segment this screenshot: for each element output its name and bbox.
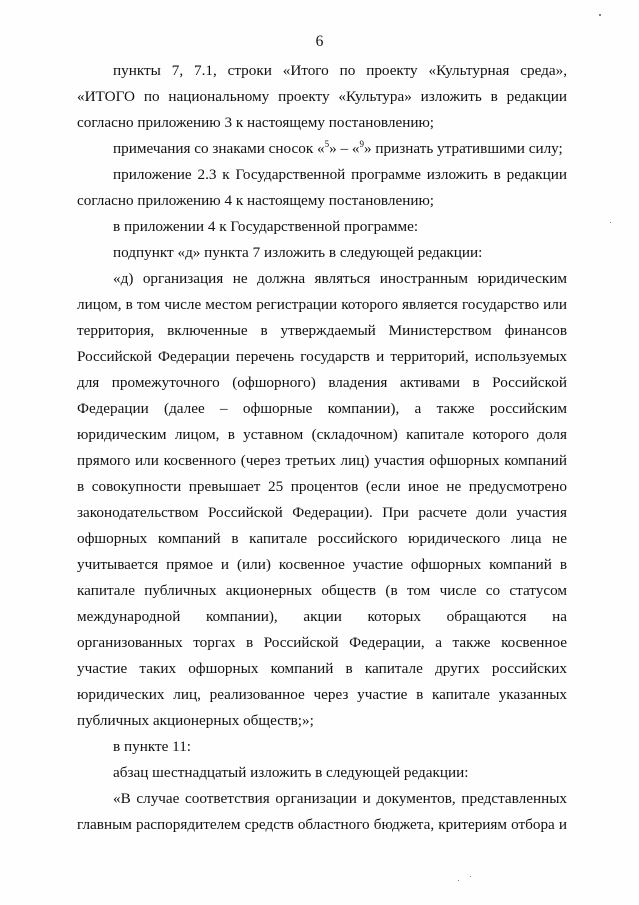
text-line: учитывается прямое и (или) косвенное участие офшорных компаний в [77, 556, 567, 573]
text-line: публичных акционерных обществ;»; [77, 712, 314, 729]
text-line: юридическим лицом, в уставном (складочном) капитале которого доля [77, 426, 567, 443]
text-line [77, 136, 567, 162]
text-line: лицом, в том числе местом регистрации которого является государство или [77, 296, 567, 313]
text-line: участие таких офшорных компаний в капитале других российских [77, 660, 567, 677]
text-line: в приложении 4 к Государственной программе: [113, 218, 419, 235]
text-line: организованных торгах в Российской Федерации, а также косвенное [77, 634, 567, 651]
text-line: прямого или косвенного (через третьих лиц) участия офшорных компаний [77, 452, 567, 469]
text-line: «д) организация не должна являться иностранным юридическим [113, 270, 567, 287]
text-line: согласно приложению 4 к настоящему постановлению; [77, 192, 435, 209]
text-line: в совокупности превышает 25 процентов (если иное не предусмотрено [77, 478, 567, 495]
text-line: Федерации (далее – офшорные компании), а также российским [77, 400, 567, 417]
document-body [77, 58, 567, 838]
text-line: международной компании), акции которых обращаются на [77, 608, 567, 625]
text-fragment: » признать утратившими силу; [363, 140, 563, 157]
text-line: Российской Федерации перечень государств и территорий, используемых [77, 348, 567, 365]
page-number: 6 [315, 33, 324, 50]
text-line: юридических лиц, реализованное через участие в капитале указанных [77, 686, 567, 703]
text-line: пункты 7, 7.1, строки «Итого по проекту «Культурная среда», [113, 62, 567, 79]
text-line: «ИТОГО по национальному проекту «Культура» изложить в редакции [77, 88, 567, 105]
text-fragment: примечания со знаками сносок « [113, 140, 325, 157]
text-line: территория, включенные в утверждаемый Министерством финансов [77, 322, 567, 339]
text-line: подпункт «д» пункта 7 изложить в следующей редакции: [113, 244, 483, 261]
text-line: в пункте 11: [113, 738, 192, 755]
scan-speck [470, 876, 471, 877]
text-line: главным распорядителем средств областного бюджета, критериям отбора и [77, 816, 567, 833]
text-line: капитале публичных акционерных обществ (в том числе со статусом [77, 582, 567, 599]
scan-speck [610, 222, 611, 223]
text-line: абзац шестнадцатый изложить в следующей редакции: [113, 764, 469, 781]
scan-speck [599, 14, 601, 16]
text-line: приложение 2.3 к Государственной программе изложить в редакции [113, 166, 567, 183]
footnote-mark: 5 [324, 138, 330, 149]
text-line: законодательством Российской Федерации). При расчете доли участия [77, 504, 567, 521]
text-line: согласно приложению 3 к настоящему постановлению; [77, 114, 435, 131]
scan-speck [458, 880, 459, 881]
text-fragment: » – « [329, 140, 360, 157]
text-line: офшорных компаний в капитале российского юридического лица не [77, 530, 567, 547]
text-line: для промежуточного (офшорного) владения активами в Российской [77, 374, 567, 391]
text-line: «В случае соответствия организации и документов, представленных [113, 790, 567, 807]
footnote-mark: 9 [359, 138, 364, 149]
